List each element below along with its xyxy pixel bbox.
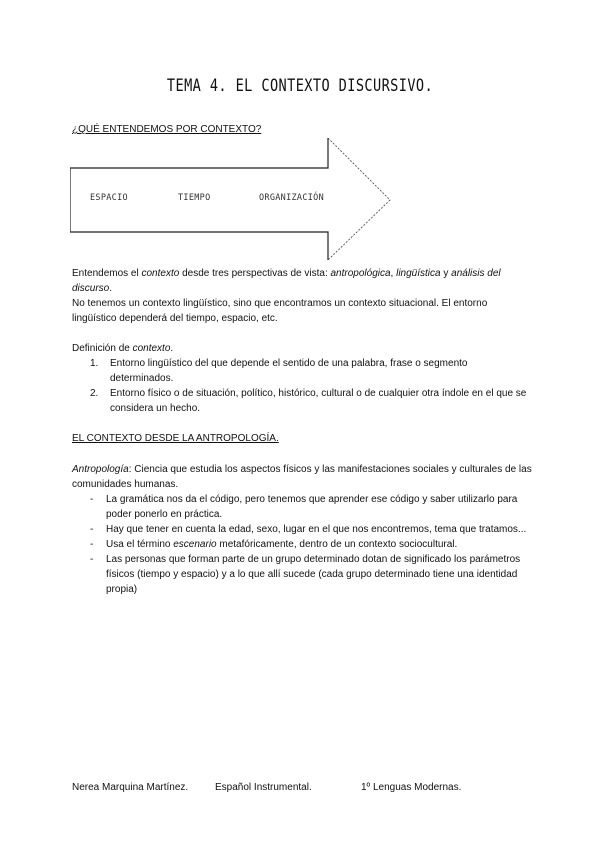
list-item: - Usa el término escenario metafóricamente, dentro de un contexto sociocultural. bbox=[90, 539, 458, 550]
section-heading-contexto: ¿QUÉ ENTENDEMOS POR CONTEXTO? bbox=[72, 124, 262, 135]
list-item: - Las personas que forman parte de un grupo determinado dotan de significado los parámetros físicos (tiempo y espacio) y a lo que allí sucede (cada grupo determinado tiene una identidad propia) bbox=[90, 554, 521, 595]
antropologia-definition: Antropología: Ciencia que estudia los aspectos físicos y las manifestaciones sociales y culturales de las comunidades humanas. bbox=[72, 464, 532, 490]
contexto-situacional-line: No tenemos un contexto lingüístico, sino que encontramos un contexto situacional. El entorno lingüístico dependerá del tiempo, espacio, etc. bbox=[72, 298, 488, 324]
page-title: TEMA 4. EL CONTEXTO DISCURSIVO. bbox=[166, 76, 434, 96]
arrow-label-organizacion: ORGANIZACIÓN bbox=[259, 193, 325, 203]
section-heading-antropologia: EL CONTEXTO DESDE LA ANTROPOLOGÍA. bbox=[72, 433, 279, 444]
footer-subject: Español Instrumental. bbox=[215, 782, 312, 793]
arrow-head-outline bbox=[328, 138, 390, 260]
footer-course: 1º Lenguas Modernas. bbox=[361, 782, 462, 793]
antropologia-list bbox=[72, 492, 532, 597]
list-item: 2. Entorno físico o de situación, político, histórico, cultural o de cualquier otra índole en el que se considera un hecho. bbox=[90, 388, 527, 414]
list-item: 1. Entorno lingüístico del que depende el sentido de una palabra, frase o segmento determinados. bbox=[90, 358, 468, 384]
list-item: - La gramática nos da el código, pero tenemos que aprender ese código y saber utilizarlo para poder ponerlo en práctica. bbox=[90, 494, 518, 520]
definition-line: Definición de contexto. bbox=[72, 343, 174, 354]
footer-author: Nerea Marquina Martínez. bbox=[72, 782, 189, 793]
arrow-label-espacio: ESPACIO bbox=[90, 193, 128, 203]
list-item: - Hay que tener en cuenta la edad, sexo, lugar en el que nos encontremos, tema que tratamos... bbox=[90, 524, 527, 535]
contexto-paragraph bbox=[72, 266, 532, 326]
arrow-label-tiempo: TIEMPO bbox=[178, 193, 211, 203]
definition-list bbox=[72, 356, 532, 416]
contexto-intro-line: Entendemos el contexto desde tres perspectivas de vista: antropológica, lingüística y análisis del discurso. bbox=[72, 268, 501, 294]
